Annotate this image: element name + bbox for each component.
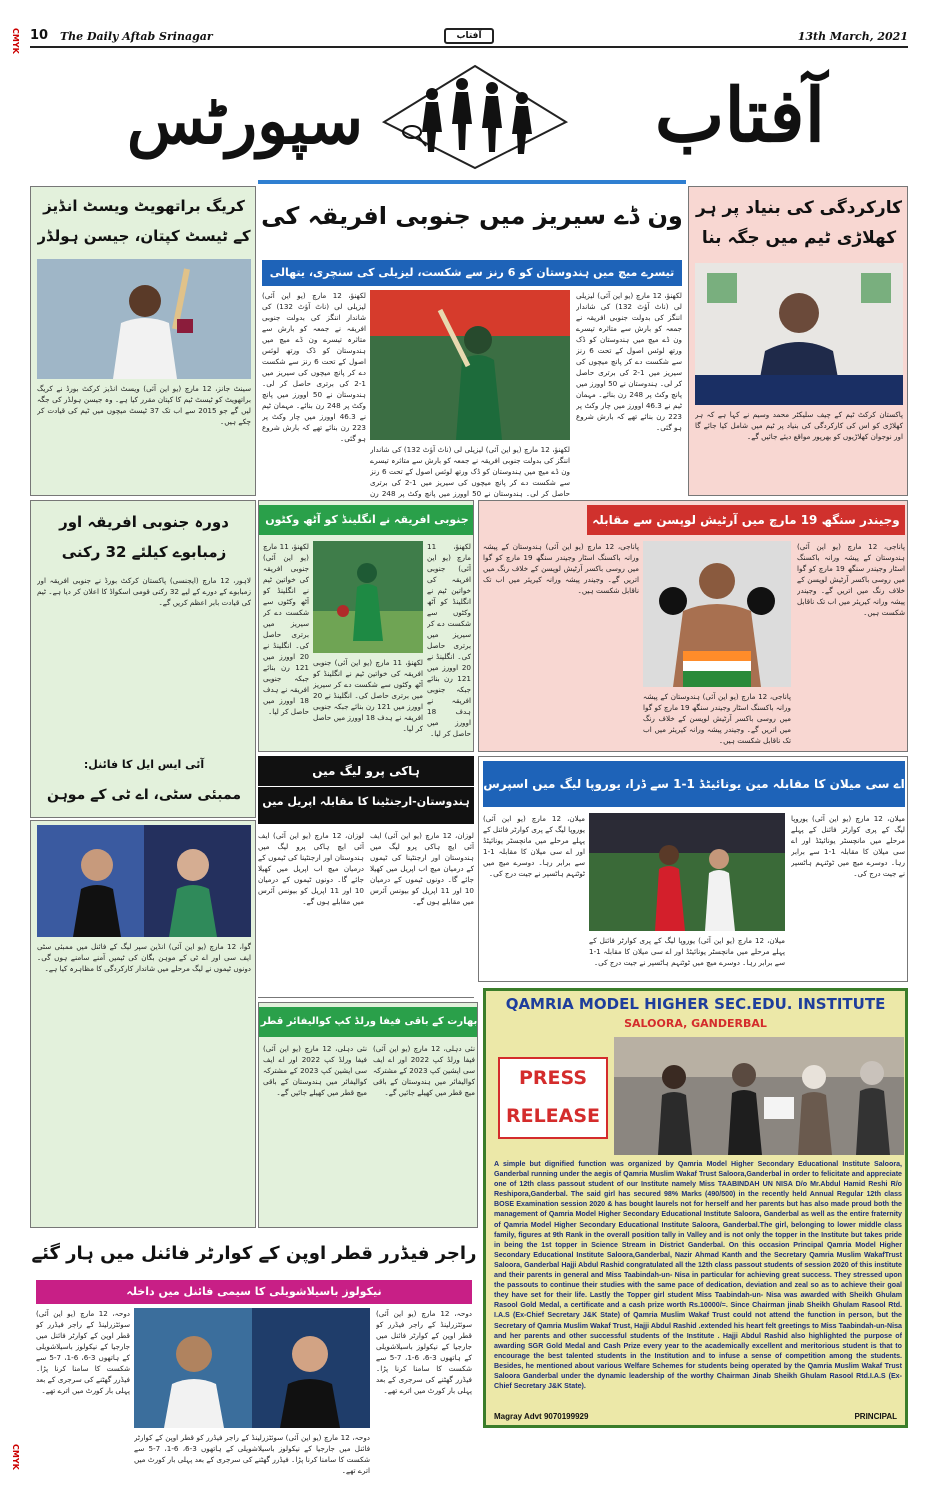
masthead-title-left: آفتاب	[654, 73, 826, 159]
top-strip	[30, 28, 908, 48]
headline: کارکردگی کی بنیاد پر ہر کھلاڑی ٹیم میں جگہ بنا	[696, 198, 902, 248]
batsman-photo	[370, 290, 570, 440]
article-isl-final	[30, 820, 256, 1228]
subheadline: تیسرے میچ میں ہندوستان کو 6 رنز سے شکست، لیزیلی کی سنچری، یتھالی	[262, 260, 682, 286]
isl-headline: ممبئی سٹی، اے ٹی کے موہن	[47, 787, 241, 803]
press-release-label	[498, 1057, 608, 1139]
article-body-col3: لکھنؤ، 12 مارچ (یو این آئی) لیزیلی لی (ناٹ آؤٹ 132) کی شاندار اننگز کی بدولت جنوبی افریقہ نے جمعہ کو بارش سے متاثرہ تیسرے ون ڈے میچ میں ہندوستان کو ڈک ورتھ لوئس اصول کے تحت 6 رنز سے شکست دے کر پانچ میچوں کی سیریز میں 1-2 کی برتری حاصل کر لی۔ ہندوستان نے 50 اوورز میں پانچ وکٹ پر 248 رن	[370, 445, 570, 498]
press-line-1: PRESS	[518, 1067, 588, 1089]
football-coaches-photo	[37, 825, 251, 937]
article-body-col2: نئی دہلی، 12 مارچ (یو این آئی) فیفا ورلڈ کپ 2022 اور اے ایف سی ایشین کپ 2023 کے مشترکہ کوالیفائر میں ہندوستان کے باقی میچ قطر میں کھیلے جائیں گے۔	[263, 1044, 367, 1097]
article-body-col2: لوزان، 12 مارچ (یو این آئی) ایف آئی ایچ ہاکی پرو لیگ میں ہندوستان اور ارجنٹینا کی ٹیموں کے درمیان میچ اب اپریل میں کھیلا جائے گا۔ دونوں ٹیموں کے درمیان 10 اور 11 اپریل کو بیونس آئرس میں مقابلے ہوں گے۔	[258, 831, 364, 906]
issue-date: 13th March, 2021	[797, 30, 908, 43]
headline: وجیندر سنگھ 19 مارچ میں آرٹیش لوپسن سے مقابلہ	[587, 505, 905, 535]
article-body-col3: پاناجی، 12 مارچ (یو این آئی) ہندوستان کے پیشہ ورانہ باکسنگ اسٹار وجیندر سنگھ 19 مارچ کو گوا میں روسی باکسر آرٹیش لوپسن کے خلاف رنگ میں اتریں گے۔ وجیندر پیشہ ورانہ کیریئر میں اب تک ناقابل شکست ہیں۔	[643, 692, 791, 745]
headline: دورہ جنوبی افریقہ اور زمبابوے کیلئے 32 رکنی	[59, 513, 229, 561]
ad-subtitle: SALOORA, GANDERBAL	[624, 1017, 767, 1030]
paper-logo: آفتاب	[444, 28, 494, 44]
article-body-col1: نئی دہلی، 12 مارچ (یو این آئی) فیفا ورلڈ کپ 2022 اور اے ایف سی ایشین کپ 2023 کے مشترکہ کوالیفائر میں ہندوستان کے باقی میچ قطر میں کھیلے جائیں گے۔	[373, 1044, 475, 1097]
article-europa	[478, 756, 908, 982]
article-body-col1: لوزان، 12 مارچ (یو این آئی) ایف آئی ایچ ہاکی پرو لیگ میں ہندوستان اور ارجنٹینا کی ٹیموں کے درمیان میچ اب اپریل میں کھیلا جائے گا۔ دونوں ٹیموں کے درمیان 10 اور 11 اپریل کو بیونس آئرس میں مقابلے ہوں گے۔	[370, 831, 474, 906]
headline: ہاکی پرو لیگ میں	[312, 764, 420, 778]
article-hockey	[258, 756, 474, 998]
headline: جنوبی افریقہ نے انگلینڈ کو آٹھ وکٹوں	[259, 505, 474, 535]
headline: کریگ براتھویٹ ویسٹ انڈیز کے ٹیسٹ کپتان، جیسن ہولڈر	[37, 197, 251, 245]
article-body-col3: میلان، 12 مارچ (یو این آئی) یوروپا لیگ کے پری کوارٹر فائنل کے پہلے مرحلے میں مانچسٹر یونائیٹڈ اور اے سی میلان کا مقابلہ 1-1 سے برابر رہا۔ دوسرے میچ میں ٹوٹنہم ہاٹسپر نے جیت درج کی۔	[589, 936, 785, 967]
ad-title: QAMRIA MODEL HIGHER SEC.EDU. INSTITUTE	[505, 995, 886, 1013]
football-match-photo	[589, 813, 785, 931]
sports-figures-icon	[380, 62, 570, 172]
article-body-col1: دوحہ، 12 مارچ (یو این آئی) سوئٹزرلینڈ کے راجر فیڈرر کو قطر اوپن کے کوارٹر فائنل میں جارجیا کے نیکولوز باسیلاشویلی کے ہاتھوں 3-6، 6-1، 7-5 سے شکست کا سامنا کرنا پڑا۔ فیڈرر گھٹنے کی سرجری کے بعد پہلی بار کورٹ میں اترے تھے۔	[376, 1309, 472, 1395]
cricketer-photo	[37, 259, 251, 379]
headline: بھارت کے باقی فیفا ورلڈ کپ کوالیفائر قطر	[259, 1007, 478, 1037]
award-ceremony-photo	[614, 1037, 904, 1155]
cmyk-mark-bottom: CMYK	[11, 1444, 20, 1470]
women-cricket-photo	[313, 541, 423, 653]
article-body-col2: میلان، 12 مارچ (یو این آئی) یوروپا لیگ کے پری کوارٹر فائنل کے پہلے مرحلے میں مانچسٹر یونائیٹڈ اور اے سی میلان کا مقابلہ 1-1 سے برابر رہا۔ دوسرے میچ میں ٹوٹنہم ہاٹسپر نے جیت درج کی۔	[483, 814, 585, 878]
article-body: لاہور، 12 مارچ (ایجنسی) پاکستان کرکٹ بورڈ نے جنوبی افریقہ اور زمبابوے کے دورے کے لیے 32 رکنی قومی اسکواڈ کا اعلان کر دیا ہے۔ ٹیم کی قیادت بابر اعظم کریں گے۔	[37, 576, 251, 607]
headline-band	[258, 756, 474, 824]
article-body-col2: دوحہ، 12 مارچ (یو این آئی) سوئٹزرلینڈ کے راجر فیڈرر کو قطر اوپن کے کوارٹر فائنل میں جارجیا کے نیکولوز باسیلاشویلی کے ہاتھوں 3-6، 6-1، 7-5 سے شکست کا سامنا کرنا پڑا۔ فیڈرر گھٹنے کی سرجری کے بعد پہلی بار کورٹ میں اترے تھے۔	[36, 1309, 130, 1395]
headline: اے سی میلان کا مقابلہ مین یونائیٹڈ 1-1 سے ڈرا، یوروپا لیگ میں اسپرس	[483, 761, 905, 807]
ad-footer-left: Magray Advt 9070199929	[494, 1412, 589, 1421]
article-body: گوا، 12 مارچ (یو این آئی) انڈین سپر لیگ کے فائنل میں ممبئی سٹی ایف سی اور اے ٹی کے موہن بگان کی ٹیمیں آمنے سامنے ہوں گی۔ دونوں ٹیموں نے لیگ مرحلے میں شاندار کارکردگی کا مظاہرہ کیا ہے۔	[37, 942, 251, 973]
article-body-col2: لکھنؤ، 12 مارچ (یو این آئی) لیزیلی لی (ناٹ آؤٹ 132) کی شاندار اننگز کی بدولت جنوبی افریقہ نے جمعہ کو بارش سے متاثرہ تیسرے ون ڈے میچ میں ہندوستان کو ڈک ورتھ لوئس اصول کے تحت 6 رنز سے شکست دے کر پانچ میچوں کی سیریز میں 1-2 کی برتری حاصل کر لی۔ ہندوستان نے 50 اوورز میں پانچ وکٹ پر 248 رن بنائے۔ مہمان ٹیم نے 46.3 اوورز میں چار وکٹ پر 223 رن بنائے تھے کہ بارش شروع ہو گئی۔	[262, 291, 366, 443]
press-conference-photo	[695, 263, 903, 405]
article-wc-qualifier	[258, 1002, 478, 1228]
page-number: 10	[30, 28, 49, 43]
article-vijender	[478, 500, 908, 752]
article-body-col1: لکھنؤ، 12 مارچ (یو این آئی) لیزیلی لی (ناٹ آؤٹ 132) کی شاندار اننگز کی بدولت جنوبی افریقہ نے جمعہ کو بارش سے متاثرہ تیسرے ون ڈے میچ میں ہندوستان کو ڈک ورتھ لوئس اصول کے تحت 6 رنز سے شکست دے کر پانچ میچوں کی سیریز میں 1-2 کی برتری حاصل کر لی۔ ہندوستان نے 50 اوورز میں پانچ وکٹ پر 248 رن بنائے۔ مہمان ٹیم نے 46.3 اوورز میں چار وکٹ پر 223 رن بنائے تھے کہ بارش شروع ہو گئی۔	[576, 291, 682, 432]
article-body-col1: میلان، 12 مارچ (یو این آئی) یوروپا لیگ کے پری کوارٹر فائنل کے پہلے مرحلے میں مانچسٹر یونائیٹڈ اور اے سی میلان کا مقابلہ 1-1 سے برابر رہا۔ دوسرے میچ میں ٹوٹنہم ہاٹسپر نے جیت درج کی۔	[791, 814, 905, 878]
article-body-col2: پاناجی، 12 مارچ (یو این آئی) ہندوستان کے پیشہ ورانہ باکسنگ اسٹار وجیندر سنگھ 19 مارچ کو گوا میں روسی باکسر آرٹیش لوپسن کے خلاف رنگ میں اتریں گے۔ وجیندر پیشہ ورانہ کیریئر میں اب تک ناقابل شکست ہیں۔	[483, 542, 639, 595]
article-windies	[30, 186, 256, 496]
headline: راجر فیڈرر قطر اوپن کے کوارٹر فائنل میں ہار گئے	[31, 1243, 477, 1264]
press-line-2: RELEASE	[505, 1105, 601, 1127]
isl-label: آئی ایس ایل کا فائنل:	[83, 758, 205, 771]
article-body: پاکستان کرکٹ ٹیم کے چیف سلیکٹر محمد وسیم نے کہا ہے کہ ہر کھلاڑی کو اس کی کارکردگی کی بنیاد پر ٹیم میں شامل کیا جائے گا اور نوجوان کھلاڑیوں کو بھرپور مواقع دیئے جائیں گے۔	[695, 410, 903, 441]
article-body-col1: پاناجی، 12 مارچ (یو این آئی) ہندوستان کے پیشہ ورانہ باکسنگ اسٹار وجیندر سنگھ 19 مارچ کو گوا میں روسی باکسر آرٹیش لوپسن کے خلاف رنگ میں اتریں گے۔ وجیندر پیشہ ورانہ کیریئر میں اب تک ناقابل شکست ہیں۔	[797, 542, 905, 617]
article-body-col1: لکھنؤ، 11 مارچ (یو این آئی) جنوبی افریقہ کی خواتین ٹیم نے انگلینڈ کو آٹھ وکٹوں سے شکست دے کر سیریز میں برتری حاصل کی۔ انگلینڈ نے 20 اوورز میں 121 رن بنائے جبکہ جنوبی افریقہ نے ہدف 18 اوورز میں حاصل کر لیا۔	[427, 542, 471, 738]
article-body-col3: لکھنؤ، 11 مارچ (یو این آئی) جنوبی افریقہ کی خواتین ٹیم نے انگلینڈ کو آٹھ وکٹوں سے شکست دے کر سیریز میں برتری حاصل کی۔ انگلینڈ نے 20 اوورز میں 121 رن بنائے جبکہ جنوبی افریقہ نے ہدف 18 اوورز میں حاصل کر لیا۔	[313, 658, 423, 733]
article-chief-selector	[688, 186, 908, 496]
subheadline: نیکولوز باسیلاشویلی کا سیمی فائنل میں داخلہ	[36, 1280, 472, 1304]
tennis-players-photo	[134, 1308, 370, 1428]
ad-body: A simple but dignified function was organized by Qamria Model Higher Secondary Educational Institute Saloora, Ganderbal running under the aegis of Qamria Muslim Wakaf Trust Saloora,Ganderbal in order to felicitate and appreciate one of 12th class passout student of our Institute namely Miss TAABINDAH UN NISA D/o Mr.Abdul Hamid Reshi R/o Reshipora,Ganderbal. The said girl has secured 98% Marks (490/500) in the recently held Annual Regular 12th class BOSE Examination session 2020 & has bought laurels not for herself and her parents but has also made proud both the management of Qamria Model Higher Secondary Educational Institute Saloora, Ganderbal as well as the entire fraternity of Qamria Model Higher Secondary Educational Institute Saloora, Ganderbal.The girl, belonging to lower middle class family, figures at 9th Rank in the overall position tally in Valley and is not only the topper in the Institute but takes pride in being the 1st topper in Science Stream in District Ganderbal. On this occasion Principal Qamria Model Higher Secondary Educational Institute Saloora,Ganderbal, Nazir Ahmad Kanth and the Secretary Qamria Muslim WakafTrust Saloora, Ganderbal Hajji Abdul Rashid congratulated all the 12th class passout students of session 2020 of this institute and their parents in general and Miss Taabindah-un- Nisa in particular for achieving great success. They stressed upon the passouts to continue their studies with the same pace of dedication, deviation and zeal so as to achieve their goal they have set for their life. Lastly the Topper girl student Miss Taabindah-un- Nisa was awarded with Sheikh Ghulam Rasool Gold Medal, a certificate and a cash prize worth Rs.10000/=. Since Chairman jinab Sheikh Ghulam Rasool Rtd. I.A.S (Ex-Chief Secretary J&K State) of Qamria Muslim Wakaf Trust could not attend the function in person, but the Secretary of Qamria Muslim Wakaf Trust, Hajji Abdul Rashid .extended his heart felt greetings to Miss Taabindah-un-Nisa and her parents and other successful students of the Institute . Hajji Abdul Rashid also highlighted the purpose of awarding SGR Gold Medal and Cash Prize every year to the academically excellent and meritorious student is that to encourage the best talented students in the Institution and to infuse a sense of competition among the students. Besides, he mentioned about various Welfare Schemes for students being operated by the Qamria Muslim Wakaf Trust Saloora Ganderbal under the dynamic leadership of the worthy Chairman Jinab Sheikh Ghulam Rasool Rtd.I.A.S (Ex-Chief Secretary J&K State).	[494, 1160, 902, 1391]
subheadline: ہندوستان-ارجنٹینا کا مقابلہ اپریل میں	[258, 786, 474, 817]
article-federer	[30, 1232, 478, 1484]
masthead-title-right: سپورٹس	[126, 84, 364, 159]
headline: ون ڈے سیریز میں جنوبی افریقہ کی	[261, 202, 683, 230]
advertisement-qamria-institute	[483, 988, 908, 1428]
ad-footer-right: PRINCIPAL	[854, 1412, 897, 1421]
boxer-photo	[643, 541, 791, 687]
article-body-col3: دوحہ، 12 مارچ (یو این آئی) سوئٹزرلینڈ کے راجر فیڈرر کو قطر اوپن کے کوارٹر فائنل میں جارجیا کے نیکولوز باسیلاشویلی کے ہاتھوں 3-6، 6-1، 7-5 سے شکست کا سامنا کرنا پڑا۔ فیڈرر گھٹنے کی سرجری کے بعد پہلی بار کورٹ میں اترے تھے۔	[134, 1433, 370, 1475]
article-body: سینٹ جانز، 12 مارچ (یو این آئی) ویسٹ انڈیز کرکٹ بورڈ نے کریگ براتھویٹ کو ٹیسٹ ٹیم کا کپتان مقرر کیا ہے۔ وہ جیسن ہولڈر کی جگہ لیں گے جو 2015 سے اب تک 37 ٹیسٹ میچوں میں ٹیم کی قیادت کر چکے ہیں۔	[37, 384, 251, 426]
article-odi-series	[258, 180, 686, 498]
article-body-col2: لکھنؤ، 11 مارچ (یو این آئی) جنوبی افریقہ کی خواتین ٹیم نے انگلینڈ کو آٹھ وکٹوں سے شکست دے کر سیریز میں برتری حاصل کی۔ انگلینڈ نے 20 اوورز میں 121 رن بنائے جبکہ جنوبی افریقہ نے ہدف 18 اوورز میں حاصل کر لیا۔	[263, 542, 309, 716]
article-pakistan-squad	[30, 500, 256, 818]
article-england	[258, 500, 474, 752]
cmyk-mark-top: CMYK	[11, 28, 20, 54]
paper-name: The Daily Aftab Srinagar	[60, 30, 213, 43]
